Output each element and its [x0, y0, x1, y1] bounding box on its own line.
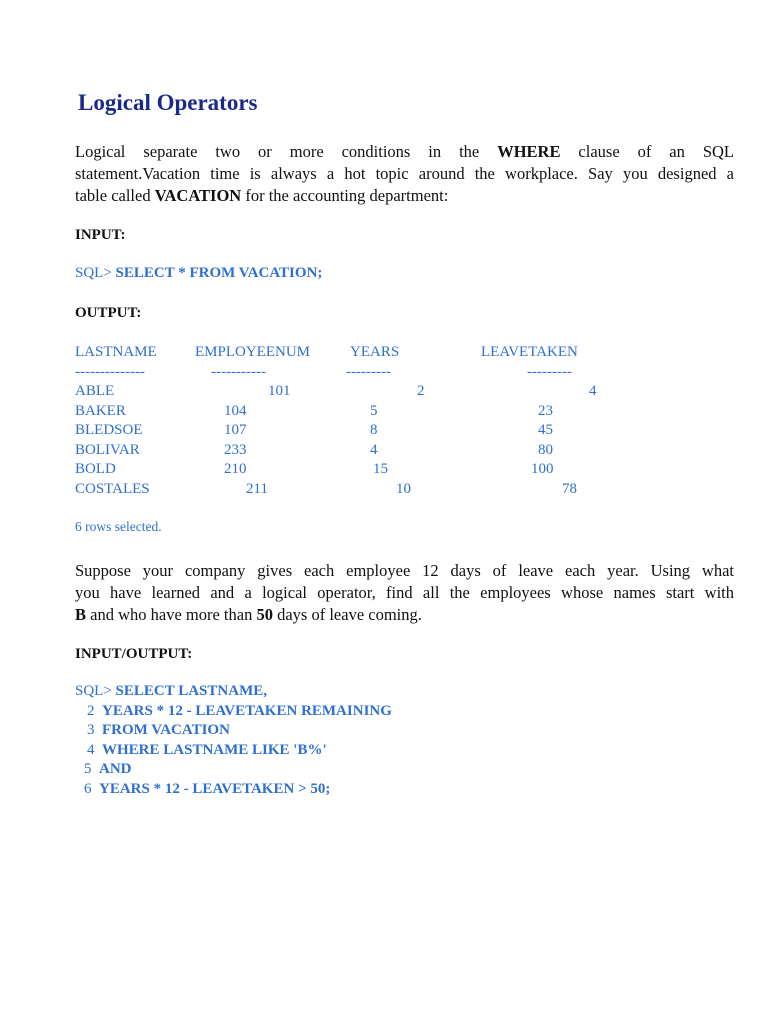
cell-leavetaken: 4 [589, 383, 597, 399]
cell-lastname: ABLE [75, 383, 115, 399]
input-label: INPUT: [75, 227, 126, 243]
cell-leavetaken: 45 [538, 422, 553, 438]
sql-prompt: SQL> [75, 265, 112, 281]
sql-line: 6 YEARS * 12 - LEAVETAKEN > 50; [84, 781, 331, 797]
cell-leavetaken: 23 [538, 403, 553, 419]
intro-paragraph [75, 141, 734, 207]
cell-employeenum: 211 [246, 481, 268, 497]
cell-leavetaken: 78 [562, 481, 577, 497]
intro-line-2: statement.Vacation time is always a hot topic around the workplace. Say you designed a [75, 164, 734, 183]
table-header: EMPLOYEENUM [195, 344, 310, 360]
exercise-line-3: B and who have more than 50 days of leave coming. [75, 605, 422, 624]
sql-line: 5 AND [84, 761, 132, 777]
cell-employeenum: 210 [224, 461, 247, 477]
exercise-line-1: Suppose your company gives each employee 12 days of leave each year. Using what [75, 561, 734, 580]
intro-line-1: Logical separate two or more conditions in the WHERE clause of an SQL [75, 142, 734, 161]
sql-line: 3 FROM VACATION [87, 722, 230, 738]
cell-years: 4 [370, 442, 378, 458]
sql-line: 2 YEARS * 12 - LEAVETAKEN REMAINING [87, 703, 392, 719]
line-number: 3 [87, 722, 95, 738]
sql-prompt: SQL> [75, 683, 112, 699]
cell-leavetaken: 100 [531, 461, 554, 477]
cell-years: 2 [417, 383, 425, 399]
cell-employeenum: 104 [224, 403, 247, 419]
table-separator: -------------- [75, 364, 145, 380]
sql-query-1 [75, 265, 322, 282]
line-number: 4 [87, 742, 95, 758]
cell-lastname: BOLIVAR [75, 442, 140, 458]
cell-years: 5 [370, 403, 378, 419]
cell-lastname: COSTALES [75, 481, 150, 497]
line-number: 6 [84, 781, 92, 797]
number-50: 50 [256, 605, 273, 624]
exercise-paragraph [75, 560, 734, 626]
table-header: LASTNAME [75, 344, 157, 360]
cell-years: 15 [373, 461, 388, 477]
cell-lastname: BOLD [75, 461, 116, 477]
intro-line-3: table called VACATION for the accounting department: [75, 186, 449, 205]
sql-line-1: SQL> SELECT LASTNAME, [75, 683, 267, 699]
table-separator: ----------- [211, 364, 266, 380]
exercise-line-2: you have learned and a logical operator, find all the employees whose names start with [75, 583, 734, 602]
letter-b: B [75, 605, 87, 624]
cell-leavetaken: 80 [538, 442, 553, 458]
page-title: Logical Operators [78, 90, 258, 115]
input-output-label: INPUT/OUTPUT: [75, 646, 193, 662]
cell-employeenum: 233 [224, 442, 247, 458]
cell-years: 8 [370, 422, 378, 438]
line-number: 2 [87, 703, 95, 719]
line-number: 5 [84, 761, 92, 777]
cell-employeenum: 107 [224, 422, 247, 438]
cell-years: 10 [396, 481, 411, 497]
table-header: YEARS [350, 344, 400, 360]
keyword-where: WHERE [497, 142, 561, 161]
table-separator: --------- [346, 364, 391, 380]
keyword-vacation: VACATION [154, 186, 242, 205]
output-label: OUTPUT: [75, 305, 142, 321]
table-header: LEAVETAKEN [481, 344, 578, 360]
table-separator: --------- [527, 364, 572, 380]
sql-statement: SELECT * FROM VACATION; [115, 265, 323, 281]
cell-employeenum: 101 [268, 383, 291, 399]
sql-line: 4 WHERE LASTNAME LIKE 'B%' [87, 742, 327, 758]
cell-lastname: BLEDSOE [75, 422, 143, 438]
cell-lastname: BAKER [75, 403, 126, 419]
rows-selected-note: 6 rows selected. [75, 519, 162, 534]
